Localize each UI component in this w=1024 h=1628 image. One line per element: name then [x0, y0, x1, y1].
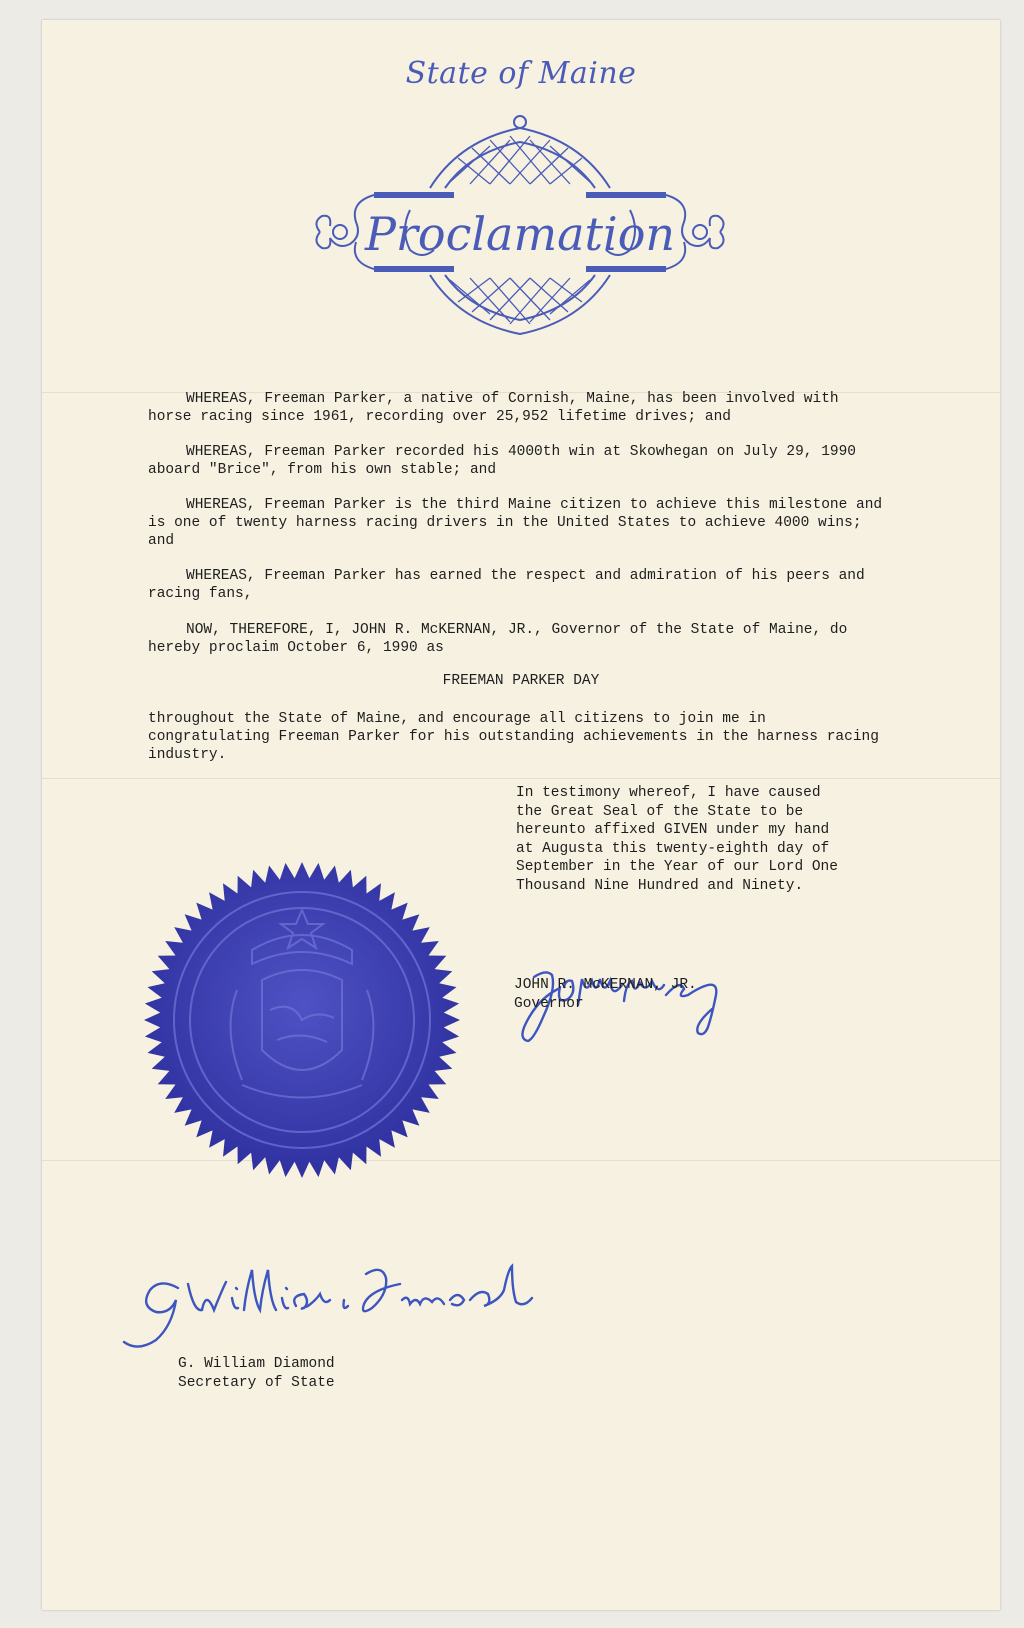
whereas-paragraph-1: WHEREAS, Freeman Parker, a native of Cornish, Maine, has been involved with horse racing since 1961, recording over 25,952 lifetime drives; and	[148, 391, 848, 425]
therefore-paragraph: NOW, THEREFORE, I, JOHN R. McKERNAN, JR., Governor of the State of Maine, do hereby proclaim October 6, 1990 as	[148, 622, 857, 656]
secretary-name: G. William Diamond	[178, 1356, 335, 1372]
fold-line	[42, 778, 1000, 779]
governor-signature-text: John McKernan	[512, 965, 519, 966]
proclamation-title: Proclamation	[364, 207, 676, 261]
whereas-paragraph-3: WHEREAS, Freeman Parker is the third Maine citizen to achieve this milestone and is one of twenty harness racing drivers in the United States to achieve 4000 wins; and	[148, 497, 891, 549]
secretary-signature-text: G. William Diamond	[120, 1260, 129, 1261]
proclamation-document	[42, 20, 1000, 1610]
governor-title: Governor	[514, 996, 584, 1012]
closing-paragraph: throughout the State of Maine, and encourage all citizens to join me in congratulating Freeman Parker for his outstanding achievements in the harness racing industry.	[148, 711, 888, 763]
secretary-signature	[120, 1260, 540, 1360]
governor-name: JOHN R. McKERNAN, JR.	[514, 977, 697, 993]
whereas-paragraph-4: WHEREAS, Freeman Parker has earned the respect and admiration of his peers and racing fans,	[148, 568, 874, 602]
secretary-title: Secretary of State	[178, 1375, 335, 1391]
proclamation-ornament	[310, 110, 730, 340]
great-seal	[142, 860, 462, 1180]
testimony-text: In testimony whereof, I have caused the Great Seal of the State to be hereunto affixed GIVEN under my hand at Augusta this twenty-eighth day of September in the Year of our Lord One Thousand Nine Hundred and Ninety.	[516, 785, 847, 894]
day-name: FREEMAN PARKER DAY	[442, 673, 600, 689]
whereas-paragraph-2: WHEREAS, Freeman Parker recorded his 4000th win at Skowhegan on July 29, 1990 aboard "Brice", from his own stable; and	[148, 444, 865, 478]
state-title: State of Maine	[405, 56, 637, 91]
